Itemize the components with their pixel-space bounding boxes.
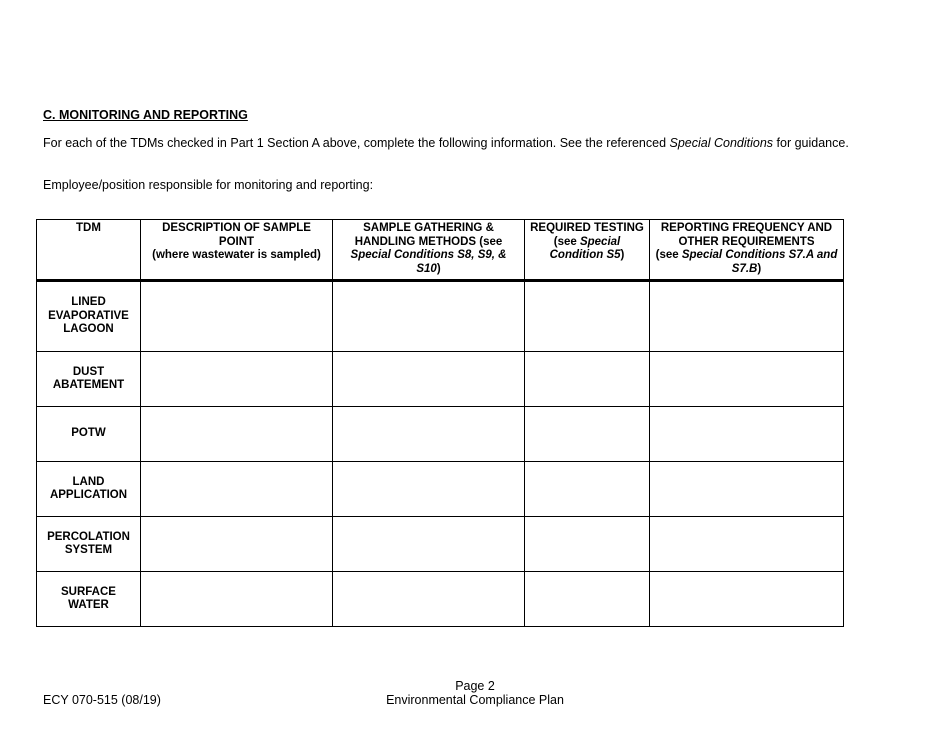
tdm-percolation-system: PERCOLATION SYSTEM [37, 517, 141, 572]
form-number: ECY 070-515 (08/19) [43, 693, 161, 707]
required-testing-cell[interactable] [525, 572, 650, 627]
employee-responsible-label: Employee/position responsible for monitoring and reporting: [43, 178, 374, 192]
table-row [37, 572, 844, 627]
sample-gathering-cell[interactable] [333, 572, 525, 627]
header-required-testing: REQUIRED TESTING (see Special Condition S5) [525, 220, 650, 281]
reporting-frequency-cell[interactable] [650, 572, 844, 627]
required-testing-cell[interactable] [525, 462, 650, 517]
sample-gathering-cell[interactable] [333, 407, 525, 462]
table-row [37, 517, 844, 572]
table-row [37, 407, 844, 462]
description-cell[interactable] [141, 462, 333, 517]
required-testing-cell[interactable] [525, 517, 650, 572]
header-sample-gathering: SAMPLE GATHERING & HANDLING METHODS (see Special Conditions S8, S9, & S10) [333, 220, 525, 281]
table-header-row [37, 220, 844, 281]
tdm-land-application: LAND APPLICATION [37, 462, 141, 517]
reporting-frequency-cell[interactable] [650, 407, 844, 462]
tdm-surface-water: SURFACE WATER [37, 572, 141, 627]
sample-gathering-cell[interactable] [333, 352, 525, 407]
reporting-frequency-cell[interactable] [650, 462, 844, 517]
description-cell[interactable] [141, 281, 333, 352]
sample-gathering-cell[interactable] [333, 281, 525, 352]
section-heading: C. MONITORING AND REPORTING [43, 108, 248, 122]
sample-gathering-cell[interactable] [333, 517, 525, 572]
required-testing-cell[interactable] [525, 407, 650, 462]
table-row [37, 352, 844, 407]
plan-title: Environmental Compliance Plan [386, 693, 564, 707]
tdm-dust-abatement: DUST ABATEMENT [37, 352, 141, 407]
tdm-potw: POTW [37, 407, 141, 462]
description-cell[interactable] [141, 352, 333, 407]
description-cell[interactable] [141, 407, 333, 462]
reporting-frequency-cell[interactable] [650, 281, 844, 352]
reporting-frequency-cell[interactable] [650, 517, 844, 572]
intro-text-end: for guidance. [773, 136, 849, 150]
tdm-lined-evaporative-lagoon: LINED EVAPORATIVE LAGOON [37, 281, 141, 352]
monitoring-table [36, 219, 844, 627]
intro-text-special-conditions: Special Conditions [669, 136, 774, 150]
sample-gathering-cell[interactable] [333, 462, 525, 517]
required-testing-cell[interactable] [525, 281, 650, 352]
table-row [37, 462, 844, 517]
required-testing-cell[interactable] [525, 352, 650, 407]
intro-text [43, 136, 849, 150]
header-description: DESCRIPTION OF SAMPLE POINT (where wastewater is sampled) [141, 220, 333, 281]
header-reporting-frequency: REPORTING FREQUENCY AND OTHER REQUIREMENTS (see Special Conditions S7.A and S7.B) [650, 220, 844, 281]
table-row [37, 281, 844, 352]
description-cell[interactable] [141, 517, 333, 572]
description-cell[interactable] [141, 572, 333, 627]
intro-text-start: For each of the TDMs checked in Part 1 Section A above, complete the following information. See the referenced [43, 136, 670, 150]
page-number: Page 2 [455, 679, 495, 693]
reporting-frequency-cell[interactable] [650, 352, 844, 407]
header-tdm: TDM [37, 220, 141, 281]
